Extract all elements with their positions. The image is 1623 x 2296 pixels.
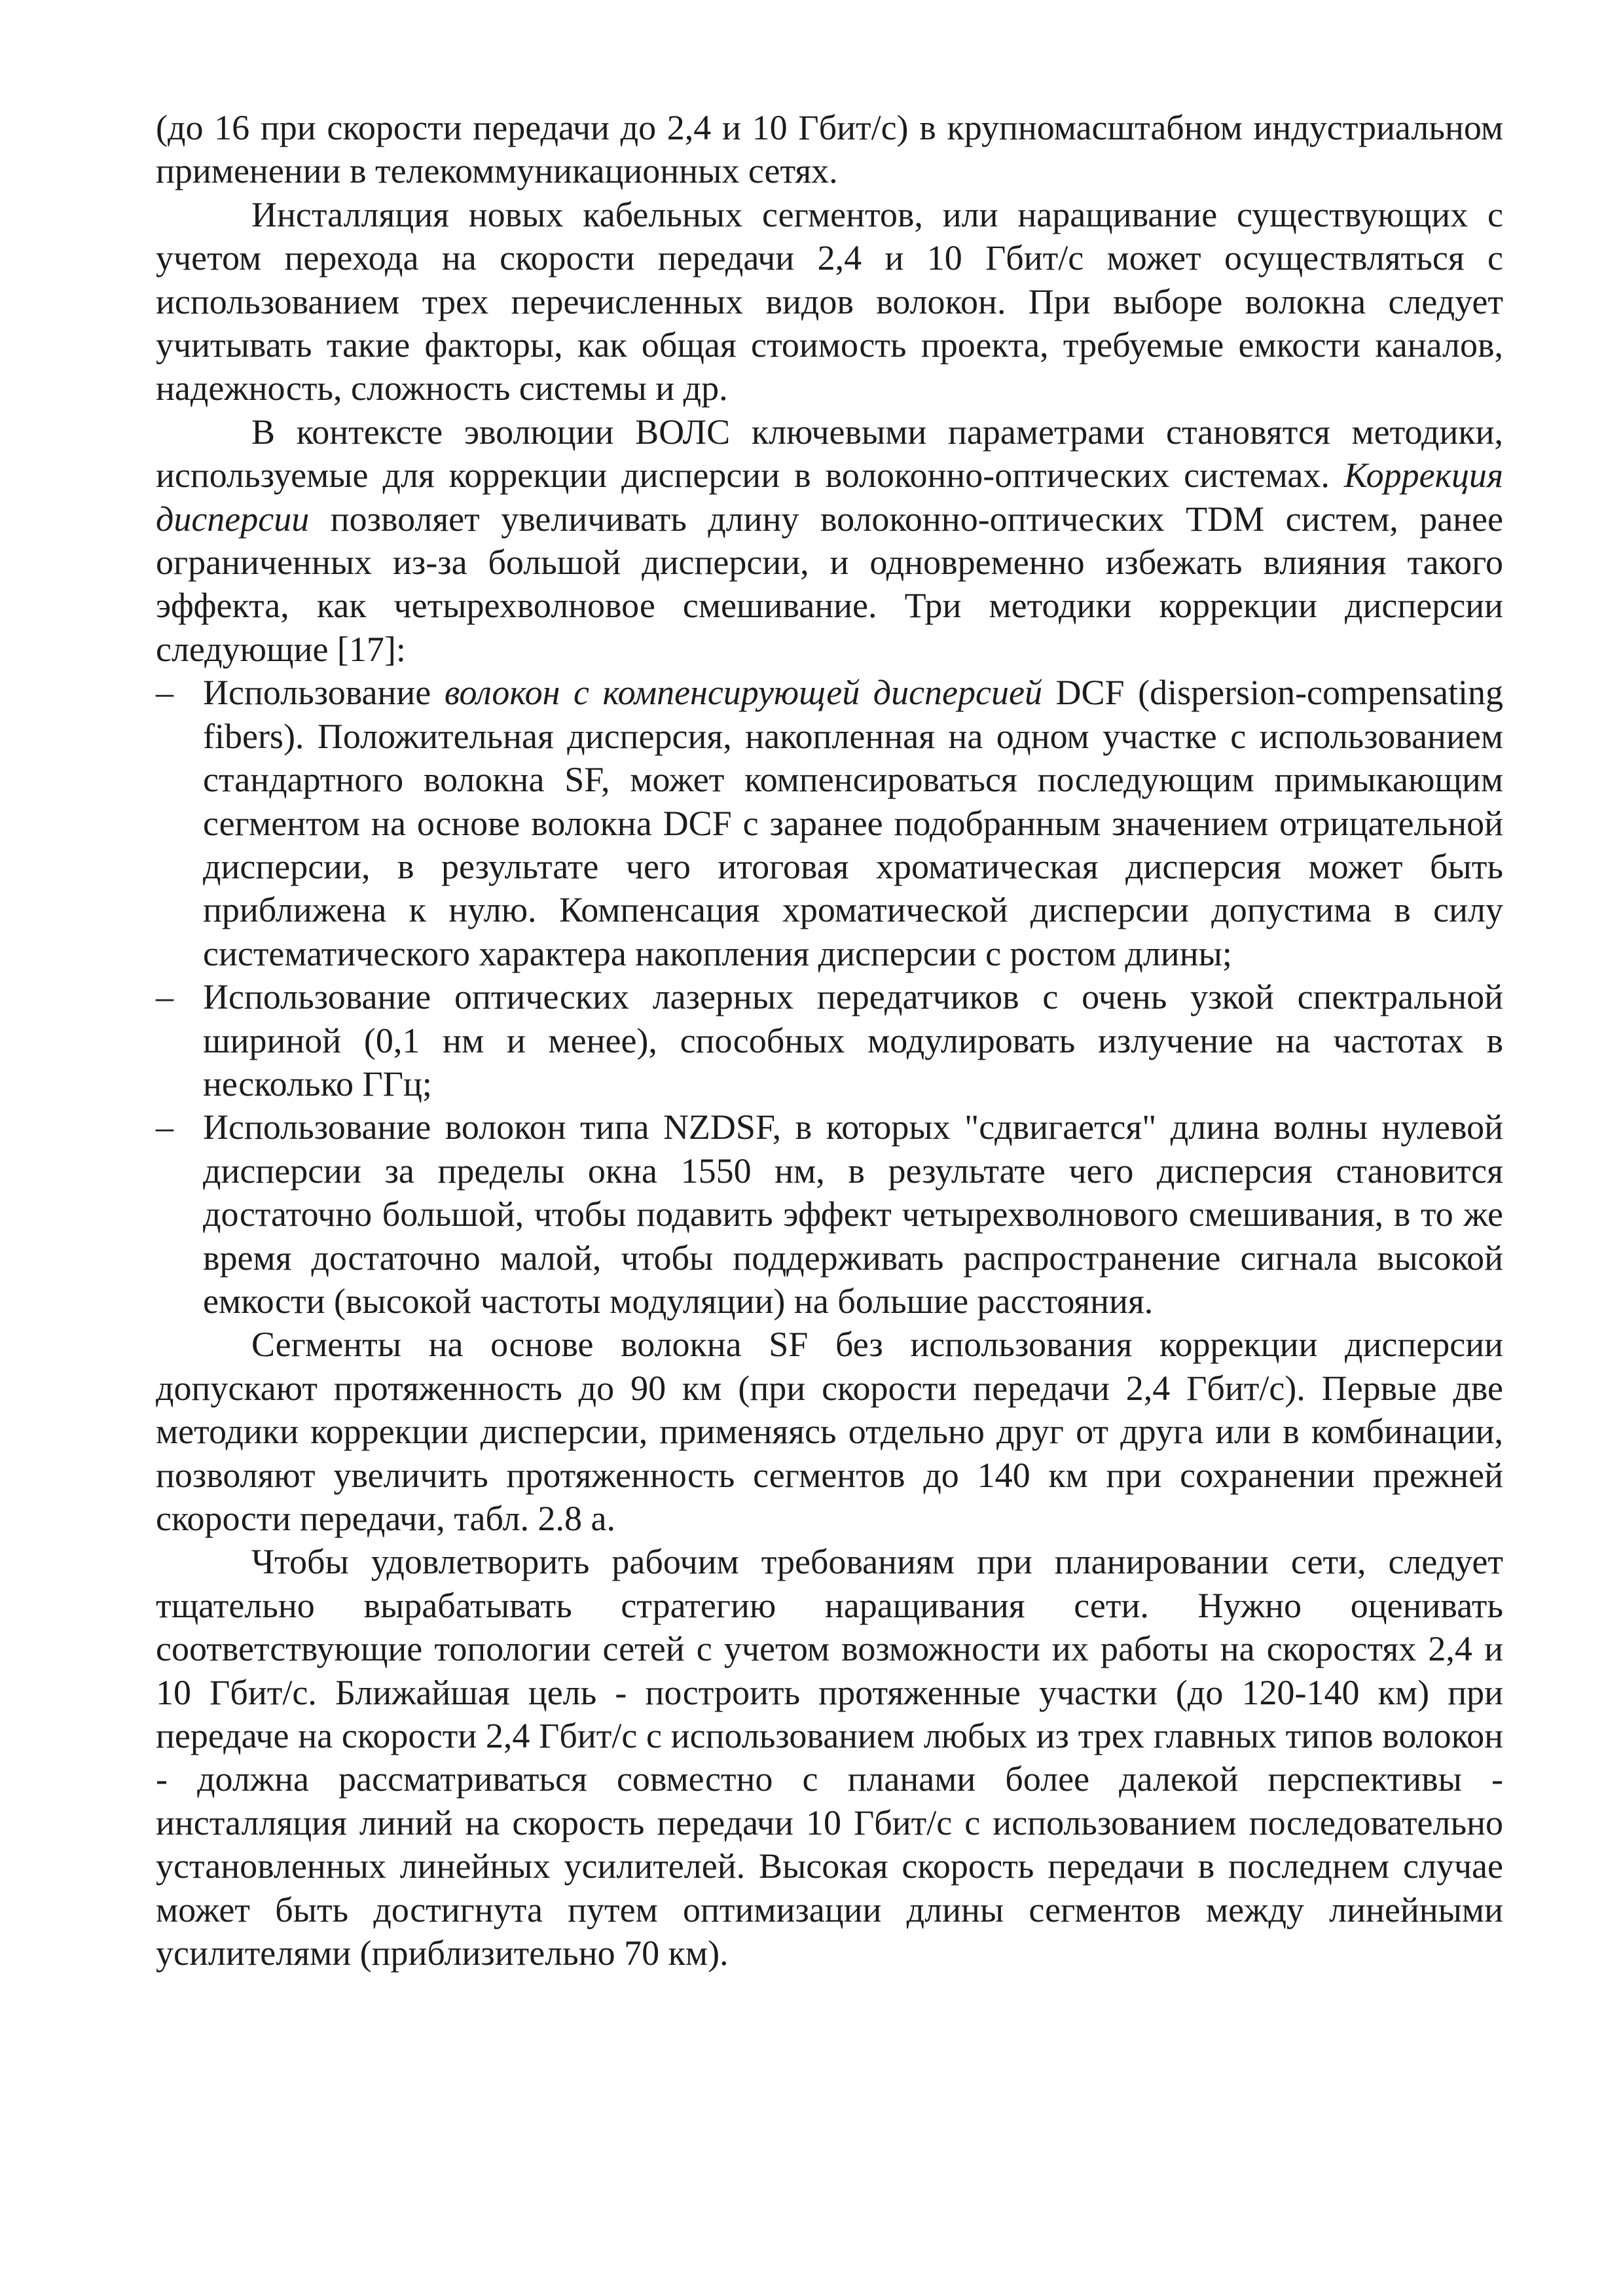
list-item-nzdsf-text: Использование волокон типа NZDSF, в которых "сдвигается" длина волны нулевой дисперсии за пределы окна 1550 нм, в результате чего дисперсия становится достаточно большой, чтобы подавить эффект четырехволнового смешивания, в то же время достаточно малой, чтобы поддерживать распространение сигнала высокой емкости (высокой частоты модуляции) на большие расстояния. [203,1107,1503,1321]
list-dash-marker: – [156,1107,173,1147]
paragraph-dispersion-context [156,410,1503,671]
list-item-narrow-lasers-text: Использование оптических лазерных передатчиков с очень узкой спектральной шириной (0,1 нм и менее), способных модулировать излучение на частотах в несколько ГГц; [203,977,1503,1103]
paragraph-installation: Инсталляция новых кабельных сегментов, или наращивание существующих с учетом перехода на скорости передачи 2,4 и 10 Гбит/с может осуществляться с использованием трех перечисленных видов волокон. При выборе волокна следует учитывать такие факторы, как общая стоимость проекта, требуемые емкости каналов, надежность, сложность системы и др. [156,194,1503,408]
term-dispersion-compensating-fibers: волокон с компенсирующей дисперсией [444,673,1042,713]
paragraph-dispersion-context-text-start: В контексте эволюции ВОЛС ключевыми параметрами становятся методики, используемые для коррекции дисперсии в волоконно-оптических системах. [156,412,1503,495]
list-item-dcf-text-end: DCF (dispersion-compensating fibers). Положительная дисперсия, накопленная на одном участке с использованием стандартного волокна SF, может компенсироваться последующим примыкающим сегментом на основе волокна DCF с заранее подобранным значением отрицательной дисперсии, в результате чего итоговая хроматическая дисперсия может быть приближена к нулю. Компенсация хроматической дисперсии допустима в силу систематического характера накопления дисперсии с ростом длины; [203,673,1503,973]
dispersion-methods-list [156,671,1503,1323]
list-item-dcf [156,671,1503,975]
paragraph-dispersion-context-text-end: позволяет увеличивать длину волоконно-оптических TDM систем, ранее ограниченных из-за большой дисперсии, и одновременно избежать влияния такого эффекта, как четырехволновое смешивание. Три методики коррекции дисперсии следующие [17]: [156,499,1503,669]
paragraph-intro-continuation: (до 16 при скорости передачи до 2,4 и 10 Гбит/с) в крупномасштабном индустриальном применении в телекоммуникационных сетях. [156,108,1503,191]
paragraph-sf-segments: Сегменты на основе волокна SF без использования коррекции дисперсии допускают протяженность до 90 км (при скорости передачи 2,4 Гбит/с). Первые две методики коррекции дисперсии, применяясь отдельно друг от друга или в комбинации, позволяют увеличить протяженность сегментов до 140 км при сохранении прежней скорости передачи, табл. 2.8 а. [156,1325,1503,1538]
paragraph-network-strategy: Чтобы удовлетворить рабочим требованиям при планировании сети, следует тщательно вырабатывать стратегию наращивания сети. Нужно оценивать соответствующие топологии сетей с учетом возможности их работы на скоростях 2,4 и 10 Гбит/с. Ближайшая цель - построить протяженные участки (до 120-140 км) при передаче на скорости 2,4 Гбит/с с использованием любых из трех главных типов волокон - должна рассматриваться совместно с планами более далекой перспективы - инсталляция линий на скорость передачи 10 Гбит/с с использованием последовательно установленных линейных усилителей. Высокая скорость передачи в последнем случае может быть достигнута путем оптимизации длины сегментов между линейными усилителями (приблизительно 70 км). [156,1542,1503,1973]
term-dispersion-correction: Коррекция дисперсии [156,456,1503,539]
list-dash-marker: – [156,977,173,1017]
document-page [156,106,1503,1975]
list-item-narrow-lasers [156,975,1503,1105]
list-dash-marker: – [156,673,173,713]
list-item-nzdsf [156,1105,1503,1323]
list-item-dcf-text-start: Использование [203,673,445,713]
